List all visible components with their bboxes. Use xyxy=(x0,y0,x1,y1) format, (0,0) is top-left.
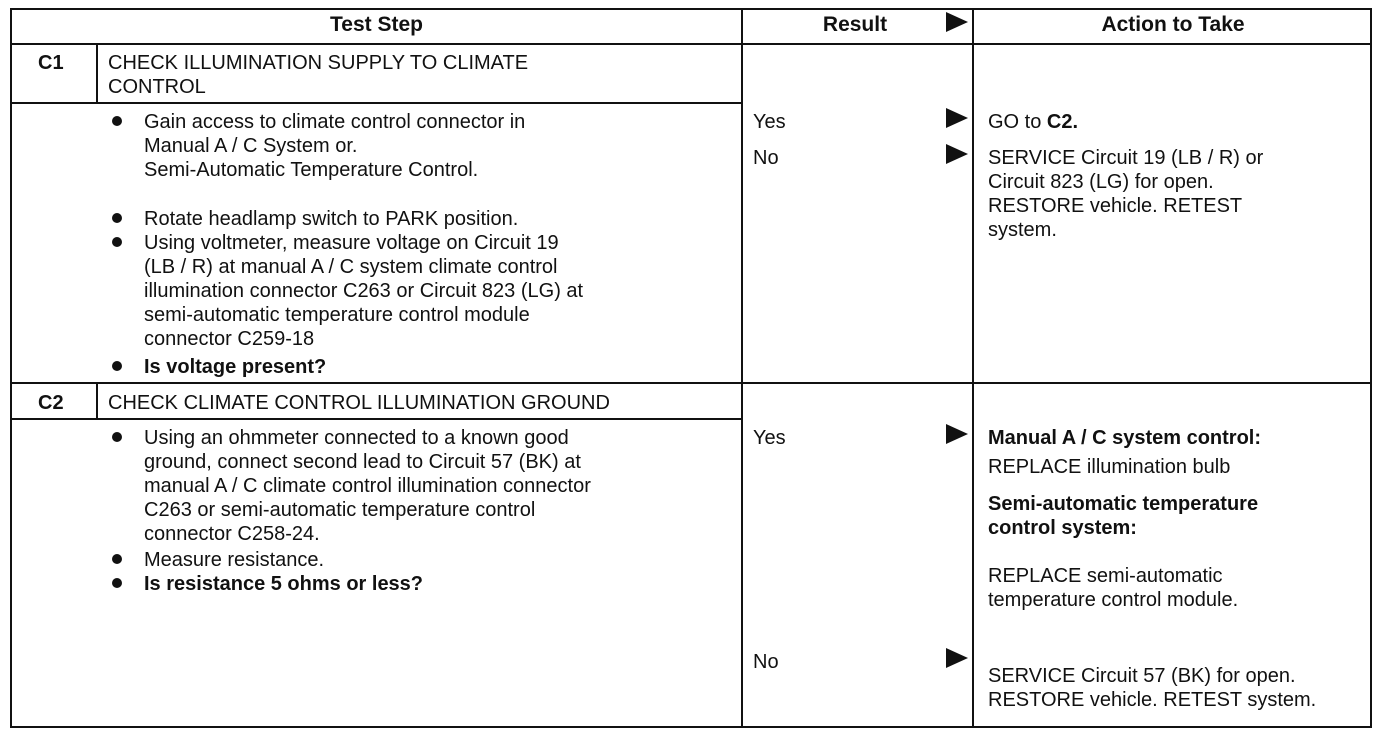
c2-action-manual-text: REPLACE illumination bulb xyxy=(988,456,1231,478)
c2-action-semi-heading: Semi-automatic temperature xyxy=(988,493,1259,515)
c2-action-no-line: SERVICE Circuit 57 (BK) for open. xyxy=(988,665,1296,687)
c1-action-no-line: Circuit 823 (LG) for open. xyxy=(988,171,1214,193)
c1-id-divider xyxy=(96,43,98,103)
c1-id-bottom xyxy=(10,102,98,104)
c2-id-bottom xyxy=(10,418,98,420)
c1-bullet2-line: Rotate headlamp switch to PARK position. xyxy=(144,208,519,230)
bullet-icon xyxy=(112,361,122,371)
c2-bullet1-line: Using an ohmmeter connected to a known good xyxy=(144,427,569,449)
result-arrow-icon xyxy=(946,144,968,164)
c1-action-yes xyxy=(988,110,1078,134)
c2-action-manual-heading: Manual A / C system control: xyxy=(988,427,1262,449)
col-divider-action xyxy=(972,8,974,728)
header-result: Result xyxy=(822,13,888,36)
c1-action-yes-prefix: GO to xyxy=(988,111,1047,133)
header-divider xyxy=(10,43,1372,45)
c1-action-no-line: system. xyxy=(988,219,1057,241)
c1-title-bottom xyxy=(96,102,741,104)
c2-action-semi-heading: control system: xyxy=(988,517,1137,539)
c2-result-yes: Yes xyxy=(753,427,786,449)
header-test-step: Test Step xyxy=(330,13,423,36)
c1-bullet1-line: Gain access to climate control connector in xyxy=(144,111,526,133)
c1-bullet1-line: Manual A / C System or. xyxy=(144,135,358,157)
bullet-icon xyxy=(112,213,122,223)
c1-bullet3-line: Using voltmeter, measure voltage on Circuit 19 xyxy=(144,232,559,254)
c1-result-no: No xyxy=(753,147,779,169)
table-border-left xyxy=(10,8,12,728)
bullet-icon xyxy=(112,578,122,588)
c2-id-divider xyxy=(96,382,98,420)
c1-result-yes: Yes xyxy=(753,111,786,133)
c2-result-no: No xyxy=(753,651,779,673)
c2-action-semi-text: temperature control module. xyxy=(988,589,1239,611)
c1-bullet3-line: illumination connector C263 or Circuit 823 (LG) at xyxy=(144,280,584,302)
c2-question: Is resistance 5 ohms or less? xyxy=(144,573,424,595)
c2-title-bottom xyxy=(96,418,741,420)
c1-action-yes-ref: C2. xyxy=(1046,111,1079,133)
c1-title-line: CONTROL xyxy=(108,76,206,98)
c1-title-line: CHECK ILLUMINATION SUPPLY TO CLIMATE xyxy=(108,52,529,74)
c1-bullet3-line: semi-automatic temperature control module xyxy=(144,304,530,326)
col-divider-result xyxy=(741,8,743,728)
step-id-c1: C1 xyxy=(38,52,64,74)
header-arrow-icon xyxy=(946,12,968,32)
c1-bullet3-line: connector C259-18 xyxy=(144,328,315,350)
bullet-icon xyxy=(112,116,122,126)
c2-bullet1-line: connector C258-24. xyxy=(144,523,320,545)
bullet-icon xyxy=(112,237,122,247)
c2-bullet1-line: manual A / C climate control illumination connector xyxy=(144,475,591,497)
result-arrow-icon xyxy=(946,108,968,128)
header-action: Action to Take xyxy=(1101,13,1245,36)
row-divider xyxy=(10,382,1372,384)
bullet-icon xyxy=(112,554,122,564)
c2-action-semi-text: REPLACE semi-automatic xyxy=(988,565,1223,587)
step-id-c2: C2 xyxy=(38,392,64,414)
c1-action-no-line: SERVICE Circuit 19 (LB / R) or xyxy=(988,147,1264,169)
c2-bullet1-line: ground, connect second lead to Circuit 57 (BK) at xyxy=(144,451,581,473)
c2-bullet2-line: Measure resistance. xyxy=(144,549,325,571)
c2-bullet1-line: C263 or semi-automatic temperature control xyxy=(144,499,536,521)
table-border-top xyxy=(10,8,1372,10)
c1-question: Is voltage present? xyxy=(144,356,327,378)
c2-action-no-line: RESTORE vehicle. RETEST system. xyxy=(988,689,1317,711)
c1-action-no-line: RESTORE vehicle. RETEST xyxy=(988,195,1243,217)
c1-bullet1-line: Semi-Automatic Temperature Control. xyxy=(144,159,479,181)
table-border-right xyxy=(1370,8,1372,728)
c2-title-line: CHECK CLIMATE CONTROL ILLUMINATION GROUND xyxy=(108,392,610,414)
result-arrow-icon xyxy=(946,424,968,444)
bullet-icon xyxy=(112,432,122,442)
table-border-bottom xyxy=(10,726,1372,728)
result-arrow-icon xyxy=(946,648,968,668)
c1-bullet3-line: (LB / R) at manual A / C system climate control xyxy=(144,256,558,278)
